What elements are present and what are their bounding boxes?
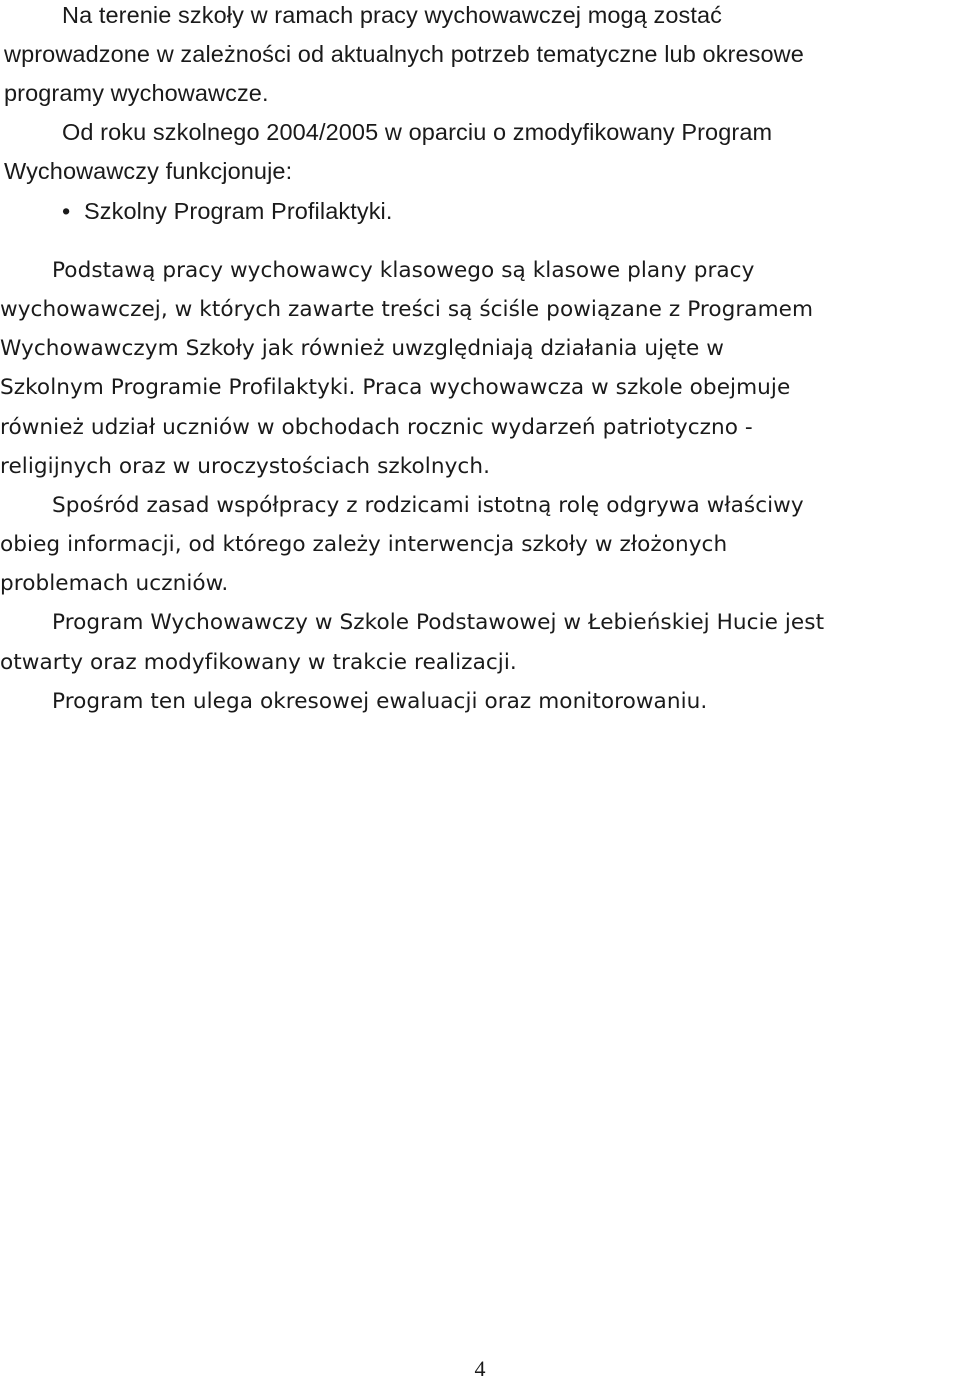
intro-line-4: Od roku szkolnego 2004/2005 w oparciu o zmodyfikowany Program: [62, 119, 773, 145]
page-number: 4: [474, 1356, 486, 1381]
body-line-4: Szkolnym Programie Profilaktyki. Praca wychowawcza w szkole obejmuje: [0, 375, 791, 400]
body-line-12: Program ten ulega okresowej ewaluacji oraz monitorowaniu.: [52, 689, 708, 714]
body-line-9: problemach uczniów.: [0, 571, 229, 596]
bullet-marker: •: [62, 198, 71, 224]
body-line-7: Spośród zasad współpracy z rodzicami istotną rolę odgrywa właściwy: [52, 493, 804, 518]
body-line-8: obieg informacji, od którego zależy interwencja szkoły w złożonych: [0, 532, 728, 557]
body-line-5: również udział uczniów w obchodach rocznic wydarzeń patriotyczno -: [0, 415, 753, 440]
body-line-3: Wychowawczym Szkoły jak również uwzględniają działania ujęte w: [0, 336, 724, 361]
bullet-item: Szkolny Program Profilaktyki.: [84, 198, 393, 224]
body-line-10: Program Wychowawczy w Szkole Podstawowej w Łebieńskiej Hucie jest: [52, 610, 825, 635]
intro-line-3: programy wychowawcze.: [4, 80, 269, 106]
body-line-6: religijnych oraz w uroczystościach szkolnych.: [0, 454, 490, 479]
body-line-11: otwarty oraz modyfikowany w trakcie realizacji.: [0, 650, 517, 675]
body-line-2: wychowawczej, w których zawarte treści są ściśle powiązane z Programem: [0, 297, 814, 322]
intro-line-5: Wychowawczy funkcjonuje:: [4, 158, 293, 184]
body-line-1: Podstawą pracy wychowawcy klasowego są klasowe plany pracy: [52, 258, 755, 283]
intro-line-1: Na terenie szkoły w ramach pracy wychowawczej mogą zostać: [62, 2, 723, 28]
intro-line-2: wprowadzone w zależności od aktualnych potrzeb tematyczne lub okresowe: [4, 41, 804, 67]
